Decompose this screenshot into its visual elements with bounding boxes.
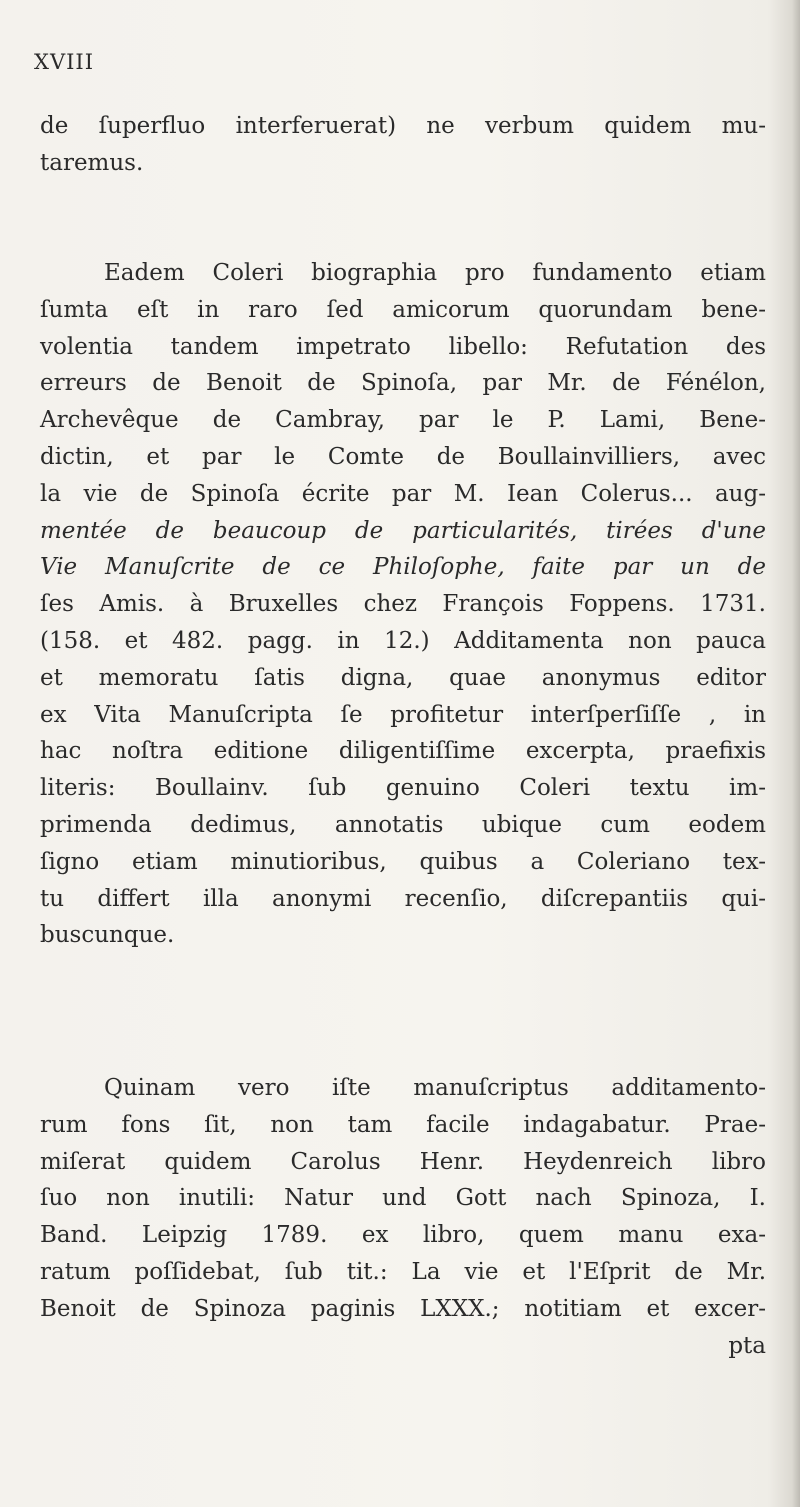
text-line: Band. Leipzig 1789. ex libro, quem manu exa- xyxy=(40,1222,766,1249)
text-line: mentée de beaucoup de particularités, tirées d'une xyxy=(40,517,766,544)
text-line: erreurs de Benoit de Spinoſa, par Mr. de Fénélon, xyxy=(40,370,766,397)
text-line: miſerat quidem Carolus Henr. Heydenreich libro xyxy=(40,1148,766,1175)
text-line: la vie de Spinoſa écrite par M. Iean Colerus... aug- xyxy=(40,480,766,507)
text-line: taremus. xyxy=(40,149,144,176)
text-line: volentia tandem impetrato libello: Refutation des xyxy=(40,333,766,360)
text-line: Quinam vero iſte manuſcriptus additamento- xyxy=(104,1075,766,1101)
text-line: ex Vita Manuſcripta ſe profitetur interſperſiſſe , in xyxy=(40,701,766,728)
text-line: ſumta eſt in raro ſed amicorum quorundam bene- xyxy=(40,296,766,323)
text-line: ſuo non inutili: Natur und Gott nach Spinoza, I. xyxy=(40,1185,766,1212)
text-line: tu differt illa anonymi recenſio, diſcrepantiis qui- xyxy=(40,885,766,912)
text-line: ratum poſſidebat, ſub tit.: La vie et l'Eſprit de Mr. xyxy=(40,1258,766,1285)
text-line: buscunque. xyxy=(40,922,175,949)
text-line: primenda dedimus, annotatis ubique cum eodem xyxy=(40,811,766,838)
paragraph-1 xyxy=(40,108,766,182)
text-line: Archevêque de Cambray, par le P. Lami, Bene- xyxy=(40,407,766,434)
text-line: (158. et 482. pagg. in 12.) Additamenta non pauca xyxy=(40,627,766,654)
paragraph-3 xyxy=(40,1070,766,1364)
text-line: literis: Boullainv. ſub genuino Coleri textu im- xyxy=(40,775,766,802)
text-line: ſigno etiam minutioribus, quibus a Coleriano tex- xyxy=(40,848,766,875)
text-line: dictin, et par le Comte de Boullainvilliers, avec xyxy=(40,443,766,470)
text-line: et memoratu ſatis digna, quae anonymus editor xyxy=(40,664,766,691)
text-line: de ſuperfluo interferuerat) ne verbum quidem mu- xyxy=(40,113,766,139)
text-line: hac noſtra editione diligentiſſime excerpta, praefixis xyxy=(40,738,766,765)
catchword: pta xyxy=(728,1332,766,1359)
paragraph-2 xyxy=(40,255,766,954)
text-line: Benoit de Spinoza paginis LXXX.; notitiam et excer- xyxy=(40,1295,766,1322)
page-number: XVIII xyxy=(34,50,95,74)
text-line: rum fons ſit, non tam facile indagabatur. Prae- xyxy=(40,1111,766,1138)
text-line: ſes Amis. à Bruxelles chez François Foppens. 1731. xyxy=(40,591,766,618)
text-line: Vie Manuſcrite de ce Philoſophe, faite par un de xyxy=(40,554,766,581)
text-line: Eadem Coleri biographia pro fundamento etiam xyxy=(104,260,766,286)
